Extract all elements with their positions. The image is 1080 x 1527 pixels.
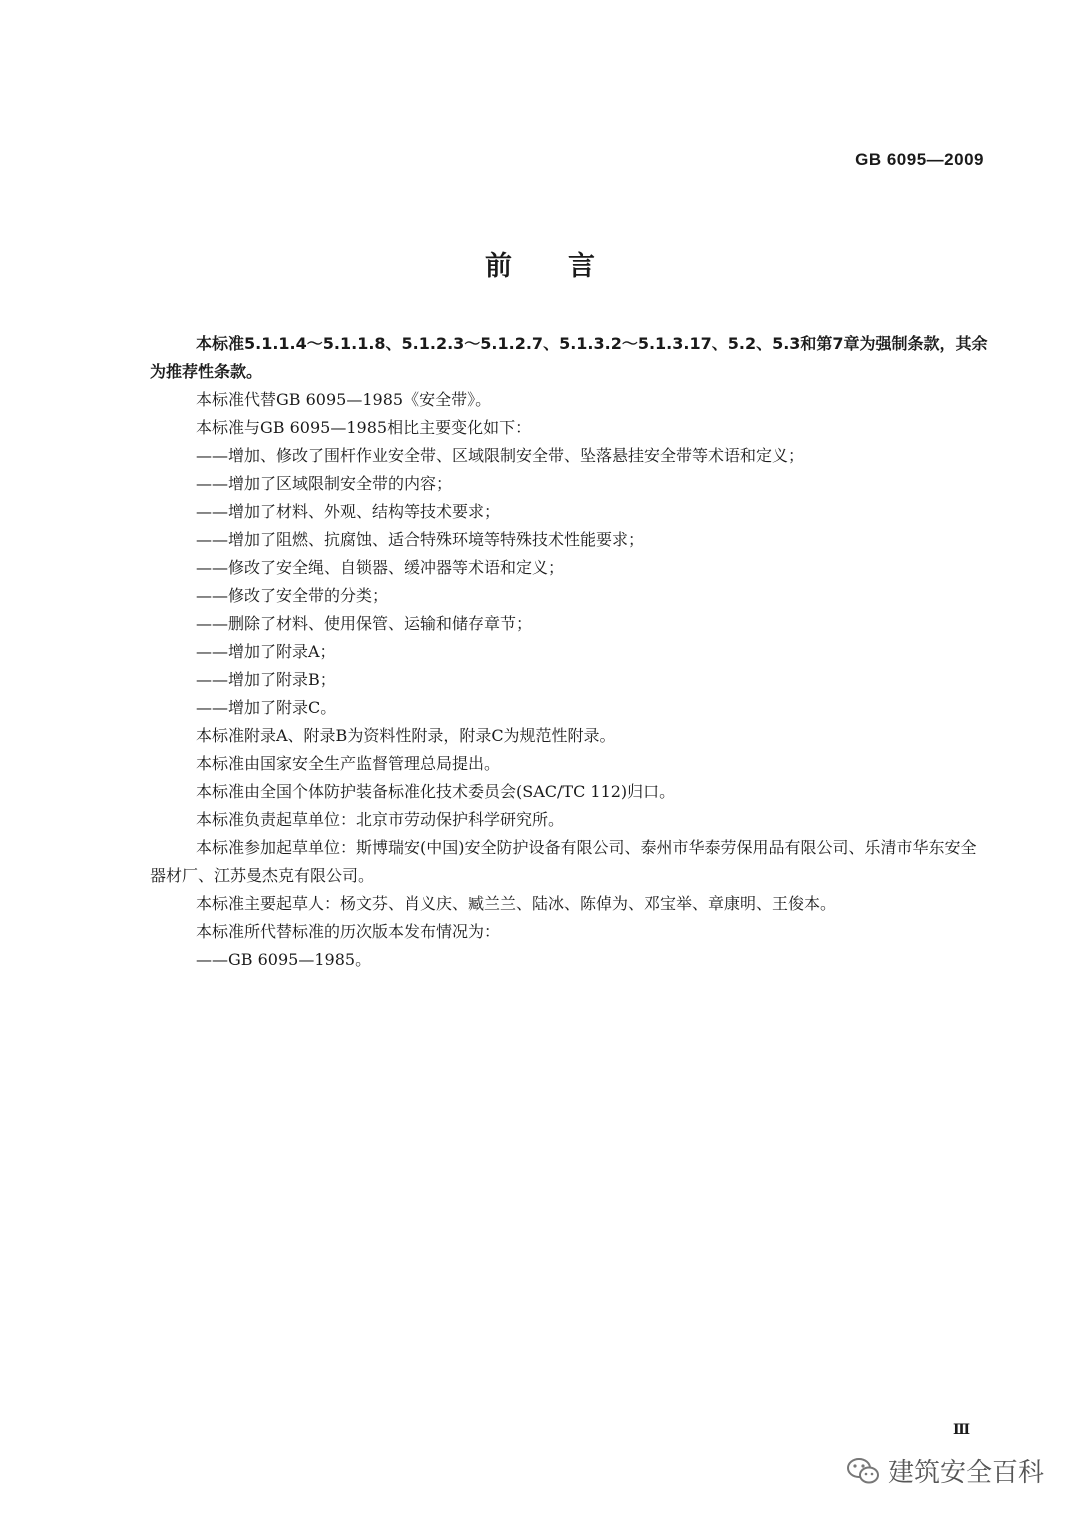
change-item: ——增加了区域限制安全带的内容； (196, 474, 453, 493)
standard-code: GB 6095—2009 (855, 150, 984, 169)
change-item: ——增加了附录A； (196, 642, 336, 661)
title-char-2: 言 (568, 251, 595, 282)
watermark (846, 1452, 1044, 1489)
change-item: ——增加了材料、外观、结构等技术要求； (196, 502, 501, 521)
watermark-text: 建筑安全百科 (887, 1458, 1044, 1488)
drafting-unit: 本标准负责起草单位：北京市劳动保护科学研究所。 (196, 810, 565, 829)
foreword-body (150, 330, 990, 974)
drafters: 本标准主要起草人：杨文芬、肖义庆、臧兰兰、陆冰、陈倬为、邓宝举、章康明、王俊本。 (196, 894, 837, 913)
wechat-icon (846, 1456, 880, 1486)
history-intro: 本标准所代替标准的历次版本发布情况为： (196, 922, 501, 941)
appendix-note: 本标准附录A、附录B为资料性附录，附录C为规范性附录。 (196, 726, 616, 745)
participating-units: 本标准参加起草单位：斯博瑞安(中国)安全防护设备有限公司、泰州市华泰劳保用品有限公司、乐清市华东安全器材厂、江苏曼杰克有限公司。 (150, 838, 977, 885)
change-item: ——删除了材料、使用保管、运输和储存章节； (196, 614, 533, 633)
page-title (0, 244, 1080, 283)
change-item: ——增加了附录C。 (196, 698, 337, 717)
change-item: ——修改了安全带的分类； (196, 586, 389, 605)
history-item: ——GB 6095—1985。 (196, 950, 372, 969)
replaces-paragraph: 本标准代替GB 6095—1985《安全带》。 (196, 390, 492, 409)
proposed-by: 本标准由国家安全生产监督管理总局提出。 (196, 754, 501, 773)
centralized-by: 本标准由全国个体防护装备标准化技术委员会(SAC/TC 112)归口。 (196, 782, 676, 801)
mandatory-clause-paragraph: 本标准5.1.1.4～5.1.1.8、5.1.2.3～5.1.2.7、5.1.3.2～5.1.3.17、5.2、5.3和第7章为强制条款，其余为推荐性条款。 (150, 334, 988, 381)
changes-intro: 本标准与GB 6095—1985相比主要变化如下： (196, 418, 532, 437)
change-item: ——增加了阻燃、抗腐蚀、适合特殊环境等特殊技术性能要求； (196, 530, 645, 549)
change-item: ——增加了附录B； (196, 670, 336, 689)
title-char-1: 前 (485, 251, 512, 282)
change-item: ——修改了安全绳、自锁器、缓冲器等术语和定义； (196, 558, 565, 577)
change-item: ——增加、修改了围杆作业安全带、区域限制安全带、坠落悬挂安全带等术语和定义； (196, 446, 805, 465)
page-number: Ⅲ (952, 1422, 970, 1438)
